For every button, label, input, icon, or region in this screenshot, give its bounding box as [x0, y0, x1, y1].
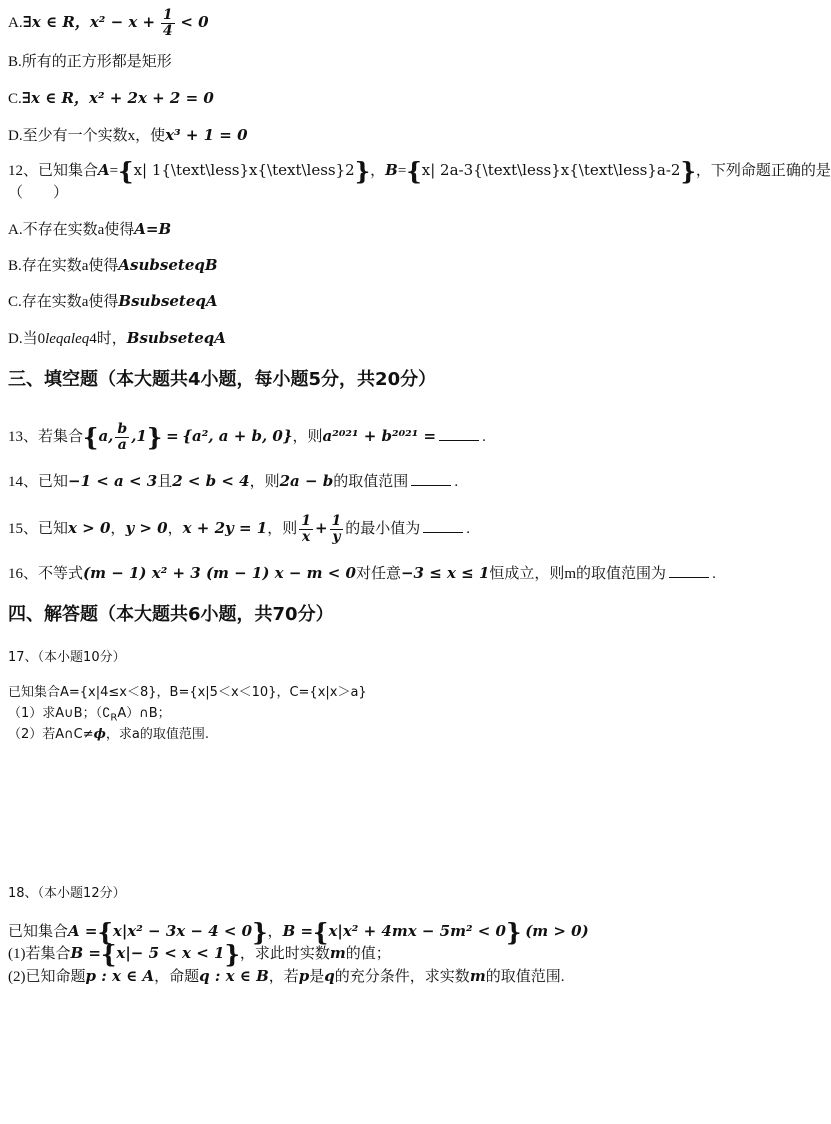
- q17-line-2: （1）求A∪B；$(∁_RA)\cap B$；: [8, 706, 171, 724]
- q18-line-2: (1)若集合B ={x|− 5 < x < 1}，求此时实数m的值；: [8, 939, 391, 969]
- fraction: $\frac{1}{y}$: [331, 513, 342, 545]
- q12-stem: 12、已知集合A={x| 1{\text\less}x{\text\less}2}，B={x| 2a-3{\text\less}x{\text\less}a-2}，下列命题正确的是: [8, 156, 831, 186]
- q17-line-1: 已知集合A={x|4≤x＜8}，B={x|5＜x＜10}，C={x|x＞a}: [8, 685, 367, 700]
- q12-option-b: B.存在实数a使得AsubseteqB: [8, 256, 218, 274]
- q12-option-a: A.不存在实数a使得A=B: [8, 220, 172, 238]
- section-heading-fill-in: 三、填空题（本大题共4小题，每小题5分，共20分）: [8, 369, 437, 390]
- q18-line-1: 已知集合A ={x|x² − 3x − 4 < 0}，B ={x|x² + 4mx − 5m² < 0} (m > 0): [8, 917, 589, 947]
- option-letter: A.: [8, 14, 23, 31]
- answer-blank[interactable]: [411, 473, 451, 486]
- math-expr: x³ + 1 = 0: [165, 126, 248, 144]
- answer-blank[interactable]: [439, 428, 479, 441]
- fraction: $\frac{1}{4}$: [162, 7, 173, 39]
- q13: 13、若集合{a, $\frac{b}{a}$ ,1} = {a², a + b, 0}，则a²⁰²¹ + b²⁰²¹ = .: [8, 421, 486, 453]
- q12-option-d: D.当0leqaleq4时，BsubseteqA: [8, 329, 226, 347]
- q17-header: 17、（本小题10分）: [8, 650, 126, 665]
- math-expr: ∃x ∈ R，x² − x +: [22, 12, 156, 31]
- q11-option-d: D.至少有一个实数x，使x³ + 1 = 0: [8, 126, 248, 144]
- q11-option-c: C.∃x ∈ R，x² + 2x + 2 = 0: [8, 89, 214, 107]
- left-brace: {: [118, 156, 134, 186]
- q16: 16、不等式(m − 1) x² + 3 (m − 1) x − m < 0对任意−3 ≤ x ≤ 1恒成立，则m的取值范围为 .: [8, 564, 716, 582]
- q15: 15、已知x > 0，y > 0，x + 2y = 1，则 $\frac{1}{x}$ + $\frac{1}{y}$ 的最小值为 .: [8, 513, 471, 545]
- answer-blank[interactable]: [423, 520, 463, 533]
- q12-paren: （ ）: [8, 185, 69, 201]
- answer-blank[interactable]: [669, 565, 709, 578]
- section-heading-solve: 四、解答题（本大题共6小题，共70分）: [8, 604, 334, 625]
- q14: 14、已知−1 < a < 3且2 < b < 4，则2a − b的取值范围 .: [8, 472, 459, 490]
- q18-header: 18、（本小题12分）: [8, 886, 126, 901]
- q12-option-c: C.存在实数a使得BsubseteqA: [8, 292, 218, 310]
- math-expr: ∃x ∈ R，x² + 2x + 2 = 0: [21, 89, 214, 107]
- math-expr: < 0: [180, 12, 209, 31]
- fraction: $\frac{1}{x}$: [301, 513, 311, 545]
- fraction: $\frac{b}{a}$: [117, 421, 128, 453]
- set-expr: x| 1{\text\less}x{\text\less}2: [133, 161, 355, 179]
- q11-option-b: B.所有的正方形都是矩形: [8, 54, 172, 70]
- set-expr: x| 2a-3{\text\less}x{\text\less}a-2: [421, 161, 681, 179]
- q18-line-3: (2)已知命题p : x ∈ A，命题q : x ∈ B，若p是q的充分条件，求实数m的取值范围.: [8, 967, 565, 985]
- q17-line-3: （2）若A∩C≠ϕ，求a的取值范围.: [8, 727, 210, 742]
- right-brace: }: [354, 156, 371, 186]
- q11-option-a: [8, 8, 209, 39]
